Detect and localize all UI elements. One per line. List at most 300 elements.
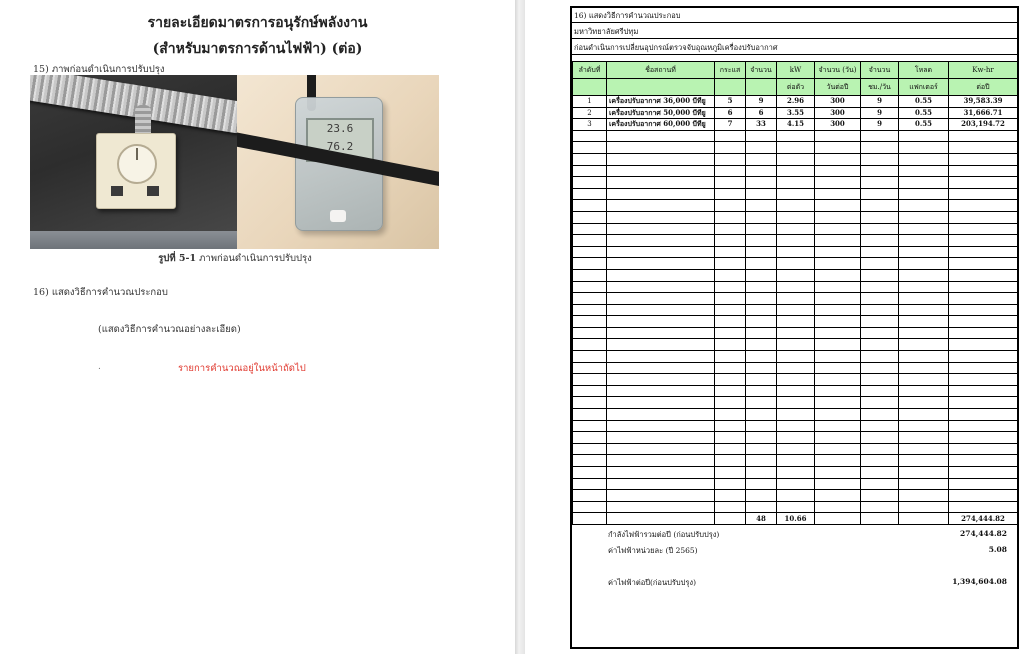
table-cell (777, 397, 815, 409)
calculation-method-note: (แสดงวิธีการคำนวณอย่างละเอียด) (98, 324, 241, 335)
table-cell (746, 385, 777, 397)
table-cell (746, 420, 777, 432)
empty-table-row (573, 188, 1018, 200)
table-cell (607, 443, 715, 455)
table-cell (715, 281, 746, 293)
table-cell (607, 142, 715, 154)
table-cell (715, 478, 746, 490)
table-cell (607, 501, 715, 513)
table-cell (715, 142, 746, 154)
table-cell (715, 397, 746, 409)
table-cell: 39,583.39 (949, 96, 1018, 108)
column-header-sub (573, 79, 607, 96)
table-cell (573, 362, 607, 374)
table-cell (949, 501, 1018, 513)
table-cell (899, 501, 949, 513)
table-cell (815, 200, 861, 212)
table-cell: 0.55 (899, 96, 949, 108)
table-cell (607, 211, 715, 223)
table-cell: 3.55 (777, 107, 815, 119)
summary-value: 274,444.82 (960, 529, 1007, 538)
table-cell (777, 362, 815, 374)
table-cell (777, 165, 815, 177)
empty-table-row (573, 397, 1018, 409)
data-logger-photo (237, 75, 439, 249)
logger-button (330, 210, 346, 222)
table-cell (715, 467, 746, 479)
table-cell (899, 455, 949, 467)
empty-table-row (573, 246, 1018, 258)
table-cell (607, 165, 715, 177)
table-cell: 3 (573, 119, 607, 131)
table-cell (949, 327, 1018, 339)
table-cell (899, 258, 949, 270)
table-cell (607, 374, 715, 386)
empty-table-row (573, 142, 1018, 154)
table-cell (715, 258, 746, 270)
table-cell (746, 409, 777, 421)
table-cell (949, 235, 1018, 247)
table-cell (746, 258, 777, 270)
table-cell: 7 (715, 119, 746, 131)
table-cell (949, 339, 1018, 351)
calculation-sheet (570, 6, 1019, 649)
table-cell (777, 501, 815, 513)
summary-label: ค่าไฟฟ้าหน่วยละ (ปี 2565) (608, 546, 698, 555)
totals-row (573, 513, 1018, 525)
table-cell (573, 478, 607, 490)
table-cell (746, 200, 777, 212)
table-cell (715, 130, 746, 142)
table-cell (573, 177, 607, 189)
table-cell (715, 327, 746, 339)
table-cell (715, 339, 746, 351)
column-header: จำนวน (วัน) (815, 62, 861, 79)
table-cell (815, 420, 861, 432)
column-header-sub: ต่อปี (949, 79, 1018, 96)
thermostat-dial (117, 144, 157, 184)
table-cell (573, 467, 607, 479)
table-cell (746, 362, 777, 374)
table-cell (777, 246, 815, 258)
table-cell (861, 235, 899, 247)
table-cell (949, 432, 1018, 444)
table-cell (899, 397, 949, 409)
table-cell (573, 420, 607, 432)
table-cell (861, 385, 899, 397)
table-cell: 300 (815, 119, 861, 131)
table-cell (746, 490, 777, 502)
table-cell (777, 455, 815, 467)
table-cell: 6 (746, 107, 777, 119)
table-cell (715, 501, 746, 513)
table-cell (607, 258, 715, 270)
table-cell (861, 327, 899, 339)
empty-table-row (573, 467, 1018, 479)
table-cell (899, 269, 949, 281)
table-cell (715, 513, 746, 525)
table-cell (861, 490, 899, 502)
table-cell (815, 235, 861, 247)
table-cell (746, 467, 777, 479)
empty-table-row (573, 316, 1018, 328)
table-cell (861, 478, 899, 490)
table-cell (715, 200, 746, 212)
table-cell (715, 409, 746, 421)
table-cell (815, 130, 861, 142)
table-cell (607, 339, 715, 351)
table-cell (861, 153, 899, 165)
empty-table-row (573, 478, 1018, 490)
table-cell (899, 188, 949, 200)
table-cell (777, 304, 815, 316)
table-cell (815, 223, 861, 235)
table-cell (777, 432, 815, 444)
bullet-dot: . (98, 362, 101, 372)
table-cell (815, 142, 861, 154)
table-cell (949, 443, 1018, 455)
empty-table-row (573, 223, 1018, 235)
table-cell (815, 258, 861, 270)
table-cell (899, 339, 949, 351)
total-cell: 48 (746, 513, 777, 525)
thermostat-photo (30, 75, 237, 249)
table-cell (899, 177, 949, 189)
table-cell (777, 420, 815, 432)
table-cell (573, 211, 607, 223)
table-cell (607, 200, 715, 212)
table-cell (746, 142, 777, 154)
table-cell (899, 351, 949, 363)
table-cell: 2.96 (777, 96, 815, 108)
table-cell (861, 165, 899, 177)
table-cell (777, 327, 815, 339)
empty-table-row (573, 362, 1018, 374)
table-cell (777, 409, 815, 421)
table-cell (949, 258, 1018, 270)
table-cell (573, 501, 607, 513)
table-cell (861, 409, 899, 421)
table-cell (815, 246, 861, 258)
table-cell (777, 269, 815, 281)
empty-table-row (573, 501, 1018, 513)
column-header: ลำดับที่ (573, 62, 607, 79)
table-cell (715, 188, 746, 200)
table-cell (949, 165, 1018, 177)
column-header-sub: วันต่อปี (815, 79, 861, 96)
table-cell (715, 269, 746, 281)
table-cell (746, 478, 777, 490)
table-cell (715, 223, 746, 235)
table-cell (715, 490, 746, 502)
table-cell (715, 211, 746, 223)
table-cell (746, 188, 777, 200)
figure-caption-text: ภาพก่อนดำเนินการปรับปรุง (196, 253, 312, 264)
table-cell (746, 177, 777, 189)
empty-table-row (573, 443, 1018, 455)
table-cell (949, 490, 1018, 502)
table-cell (815, 443, 861, 455)
table-cell (777, 281, 815, 293)
table-cell (861, 211, 899, 223)
table-cell (607, 281, 715, 293)
empty-table-row (573, 420, 1018, 432)
table-cell (815, 281, 861, 293)
column-header-sub: แฟกเตอร์ (899, 79, 949, 96)
table-cell: 6 (715, 107, 746, 119)
table-cell (573, 513, 607, 525)
table-cell (715, 304, 746, 316)
table-cell (899, 293, 949, 305)
table-cell (815, 467, 861, 479)
table-cell (861, 455, 899, 467)
table-cell (746, 281, 777, 293)
thermostat-switch (147, 186, 159, 196)
table-cell (949, 130, 1018, 142)
table-cell (949, 211, 1018, 223)
table-cell (607, 490, 715, 502)
table-cell (949, 153, 1018, 165)
table-cell (715, 362, 746, 374)
summary-label: กำลังไฟฟ้ารวมต่อปี (ก่อนปรับปรุง) (608, 530, 720, 539)
section-16-heading: 16) แสดงวิธีการคำนวณประกอบ (33, 287, 168, 298)
table-cell (815, 165, 861, 177)
table-cell (899, 327, 949, 339)
table-cell (861, 177, 899, 189)
table-cell (607, 513, 715, 525)
empty-table-row (573, 293, 1018, 305)
table-cell (715, 420, 746, 432)
table-cell: 4.15 (777, 119, 815, 131)
table-cell (777, 339, 815, 351)
table-cell: เครื่องปรับอากาศ 50,000 บีทียู (607, 107, 715, 119)
table-cell (777, 211, 815, 223)
empty-table-row (573, 200, 1018, 212)
table-cell (899, 246, 949, 258)
table-row (573, 96, 1018, 108)
table-row (573, 119, 1018, 131)
table-cell (899, 211, 949, 223)
table-cell: 1 (573, 96, 607, 108)
table-cell: 300 (815, 96, 861, 108)
table-cell (777, 188, 815, 200)
column-header: จำนวน (861, 62, 899, 79)
table-cell (815, 374, 861, 386)
table-cell (949, 188, 1018, 200)
table-cell (949, 351, 1018, 363)
table-cell (899, 490, 949, 502)
column-header-sub: ชม./วัน (861, 79, 899, 96)
table-cell (746, 130, 777, 142)
table-cell (899, 385, 949, 397)
empty-table-row (573, 269, 1018, 281)
table-cell (861, 374, 899, 386)
table-cell (899, 420, 949, 432)
column-header-sub (607, 79, 715, 96)
table-cell (573, 339, 607, 351)
table-cell (949, 281, 1018, 293)
table-cell (573, 246, 607, 258)
table-cell (715, 165, 746, 177)
table-cell (746, 374, 777, 386)
table-cell (949, 385, 1018, 397)
table-cell (777, 478, 815, 490)
table-cell (777, 200, 815, 212)
table-cell (899, 153, 949, 165)
table-cell (573, 455, 607, 467)
table-cell (573, 374, 607, 386)
table-cell (746, 246, 777, 258)
table-cell (777, 223, 815, 235)
section-15-heading: 15) ภาพก่อนดำเนินการปรับปรุง (33, 64, 165, 75)
table-cell (573, 281, 607, 293)
table-cell (746, 351, 777, 363)
table-cell (815, 478, 861, 490)
table-cell (861, 200, 899, 212)
table-cell (861, 397, 899, 409)
empty-table-row (573, 153, 1018, 165)
table-cell (715, 351, 746, 363)
table-cell (573, 316, 607, 328)
table-cell (607, 478, 715, 490)
table-header-row (573, 62, 1018, 79)
table-cell: 9 (861, 107, 899, 119)
table-cell (573, 142, 607, 154)
table-cell (607, 362, 715, 374)
table-cell: 0.55 (899, 107, 949, 119)
summary-label: ค่าไฟฟ้าต่อปี(ก่อนปรับปรุง) (608, 578, 696, 587)
table-cell (573, 490, 607, 502)
table-cell: 9 (861, 119, 899, 131)
empty-table-row (573, 409, 1018, 421)
table-cell: เครื่องปรับอากาศ 36,000 บีทียู (607, 96, 715, 108)
table-cell (777, 316, 815, 328)
table-cell (861, 420, 899, 432)
table-cell (573, 130, 607, 142)
table-cell (777, 351, 815, 363)
empty-table-row (573, 351, 1018, 363)
table-cell (607, 420, 715, 432)
summary-value: 5.08 (988, 545, 1007, 554)
energy-calculation-table (572, 61, 1018, 525)
metal-conduit (30, 75, 237, 135)
table-cell (815, 455, 861, 467)
empty-table-row (573, 165, 1018, 177)
total-cell: 10.66 (777, 513, 815, 525)
table-cell (715, 455, 746, 467)
page-gutter (515, 0, 525, 654)
table-cell (607, 327, 715, 339)
column-header: โหลด (899, 62, 949, 79)
figure-caption (0, 251, 470, 266)
table-cell (861, 304, 899, 316)
table-cell (746, 501, 777, 513)
empty-table-row (573, 130, 1018, 142)
empty-table-row (573, 490, 1018, 502)
table-cell (573, 258, 607, 270)
table-cell (949, 142, 1018, 154)
table-cell (573, 351, 607, 363)
table-cell (607, 130, 715, 142)
table-cell (573, 409, 607, 421)
table-cell (573, 188, 607, 200)
table-cell (899, 432, 949, 444)
table-cell (815, 153, 861, 165)
table-cell (607, 293, 715, 305)
page-title: รายละเอียดมาตรการอนุรักษ์พลังงาน (147, 15, 368, 31)
table-cell (607, 455, 715, 467)
table-cell (949, 478, 1018, 490)
column-header-sub (746, 79, 777, 96)
table-cell (746, 235, 777, 247)
table-cell (899, 130, 949, 142)
column-header: kW (777, 62, 815, 79)
table-cell (949, 177, 1018, 189)
empty-table-row (573, 281, 1018, 293)
table-cell (607, 385, 715, 397)
table-cell (949, 397, 1018, 409)
table-cell (899, 478, 949, 490)
table-cell (607, 467, 715, 479)
empty-table-row (573, 304, 1018, 316)
table-cell (899, 443, 949, 455)
table-cell (815, 188, 861, 200)
table-cell (607, 246, 715, 258)
table-cell (715, 385, 746, 397)
table-cell (815, 339, 861, 351)
floor-strip (30, 231, 237, 249)
table-cell (815, 362, 861, 374)
table-cell (861, 443, 899, 455)
table-cell (861, 513, 899, 525)
table-cell (949, 362, 1018, 374)
right-document-page (525, 0, 1024, 654)
table-cell (573, 153, 607, 165)
table-cell (607, 177, 715, 189)
table-cell (861, 258, 899, 270)
table-cell (815, 385, 861, 397)
empty-table-row (573, 177, 1018, 189)
see-next-page-note: รายการคำนวณอยู่ในหน้าถัดไป (178, 363, 306, 374)
table-cell (777, 443, 815, 455)
table-cell: 300 (815, 107, 861, 119)
table-cell: เครื่องปรับอากาศ 60,000 บีทียู (607, 119, 715, 131)
column-header: ชื่อสถานที่ (607, 62, 715, 79)
table-cell (777, 258, 815, 270)
table-cell (777, 385, 815, 397)
table-cell (861, 467, 899, 479)
table-cell (777, 374, 815, 386)
table-cell (746, 211, 777, 223)
table-cell: 33 (746, 119, 777, 131)
table-cell (899, 142, 949, 154)
table-cell (861, 142, 899, 154)
empty-table-row (573, 432, 1018, 444)
table-cell (815, 432, 861, 444)
table-cell (899, 165, 949, 177)
thermostat-switch (111, 186, 123, 196)
table-cell (607, 153, 715, 165)
table-cell (949, 269, 1018, 281)
table-cell (777, 177, 815, 189)
table-cell (746, 304, 777, 316)
total-cell: 274,444.82 (949, 513, 1018, 525)
table-cell (815, 351, 861, 363)
sheet-heading: 16) แสดงวิธีการคำนวณประกอบ (572, 8, 1017, 23)
table-cell (607, 223, 715, 235)
table-cell (715, 246, 746, 258)
table-cell (715, 235, 746, 247)
